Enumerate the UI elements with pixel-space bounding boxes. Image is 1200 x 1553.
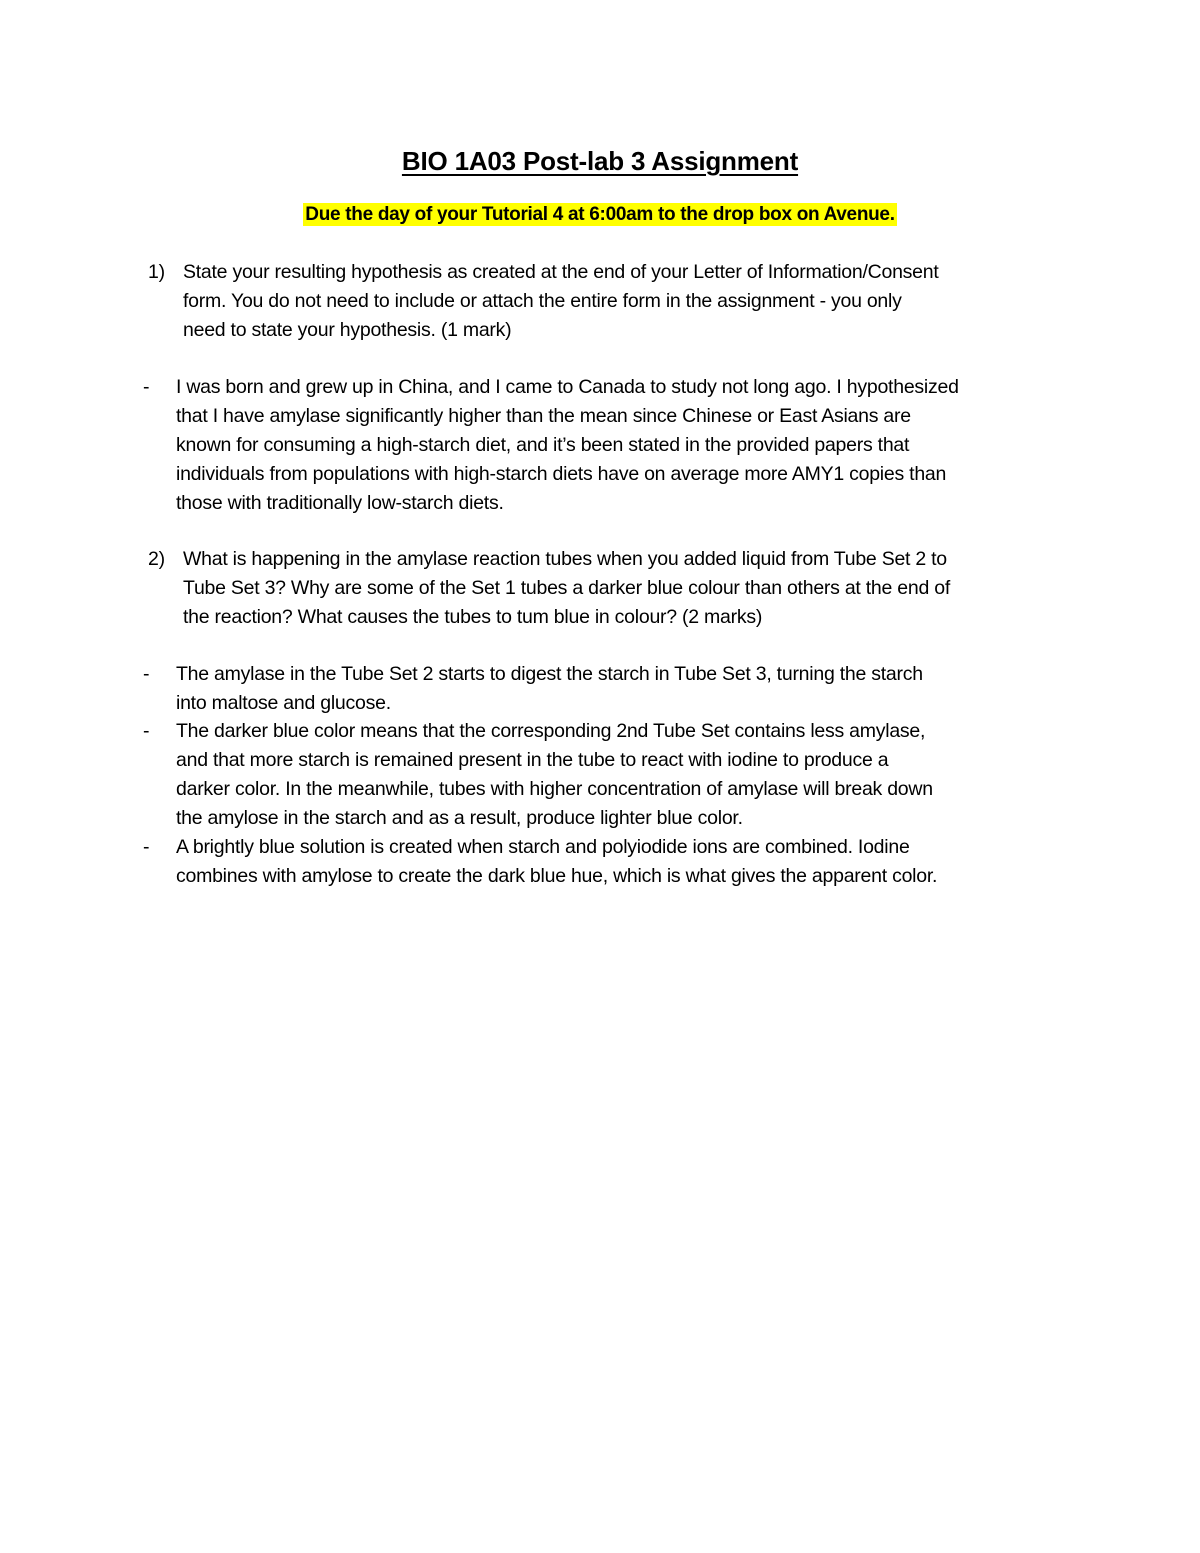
- question-1: [0, 258, 1200, 348]
- bullet-dash: -: [143, 836, 150, 858]
- question-1-number: 1): [148, 261, 165, 283]
- answer-2-3-text: A brightly blue solution is created when starch and polyiodide ions are combined. Iodine combines with amylose to create the dark blue hue, which is what gives the apparent color.: [176, 836, 938, 887]
- answer-2-3: [0, 833, 1200, 893]
- answer-1-1-text: I was born and grew up in China, and I came to Canada to study not long ago. I hypothesized that I have amylase significantly higher than the mean since Chinese or East Asians are known for consuming a high-starch diet, and it’s been stated in the provided papers that individuals from populations with high-starch diets have on average more AMY1 copies than those with traditionally low-starch diets.: [176, 376, 959, 514]
- bullet-dash: -: [143, 720, 150, 742]
- answer-1-1: [0, 373, 1200, 523]
- due-notice-highlight: Due the day of your Tutorial 4 at 6:00am to the drop box on Avenue.: [305, 204, 895, 225]
- due-notice: [0, 201, 1200, 229]
- answer-2-1: [0, 660, 1200, 720]
- answer-2-2: [0, 717, 1200, 837]
- answer-2-1-text: The amylase in the Tube Set 2 starts to digest the starch in Tube Set 3, turning the starch into maltose and glucose.: [176, 663, 923, 714]
- question-2-number: 2): [148, 548, 165, 570]
- question-1-text: State your resulting hypothesis as created at the end of your Letter of Information/Consent form. You do not need to include or attach the entire form in the assignment - you only need to state your hypothesis. (1 mark): [183, 261, 939, 341]
- answer-2-2-text: The darker blue color means that the corresponding 2nd Tube Set contains less amylase, and that more starch is remained present in the tube to react with iodine to produce a darker color. In the meanwhile, tubes with higher concentration of amylase will break down the amylose in the starch and as a result, produce lighter blue color.: [176, 720, 933, 829]
- document-title: BIO 1A03 Post-lab 3 Assignment: [401, 146, 799, 176]
- question-2-text: What is happening in the amylase reaction tubes when you added liquid from Tube Set 2 to Tube Set 3? Why are some of the Set 1 tubes a darker blue colour than others at the end of the reaction? What causes the tubes to tum blue in colour? (2 marks): [183, 548, 951, 628]
- bullet-dash: -: [143, 663, 150, 685]
- bullet-dash: -: [143, 376, 150, 398]
- question-2: [0, 545, 1200, 635]
